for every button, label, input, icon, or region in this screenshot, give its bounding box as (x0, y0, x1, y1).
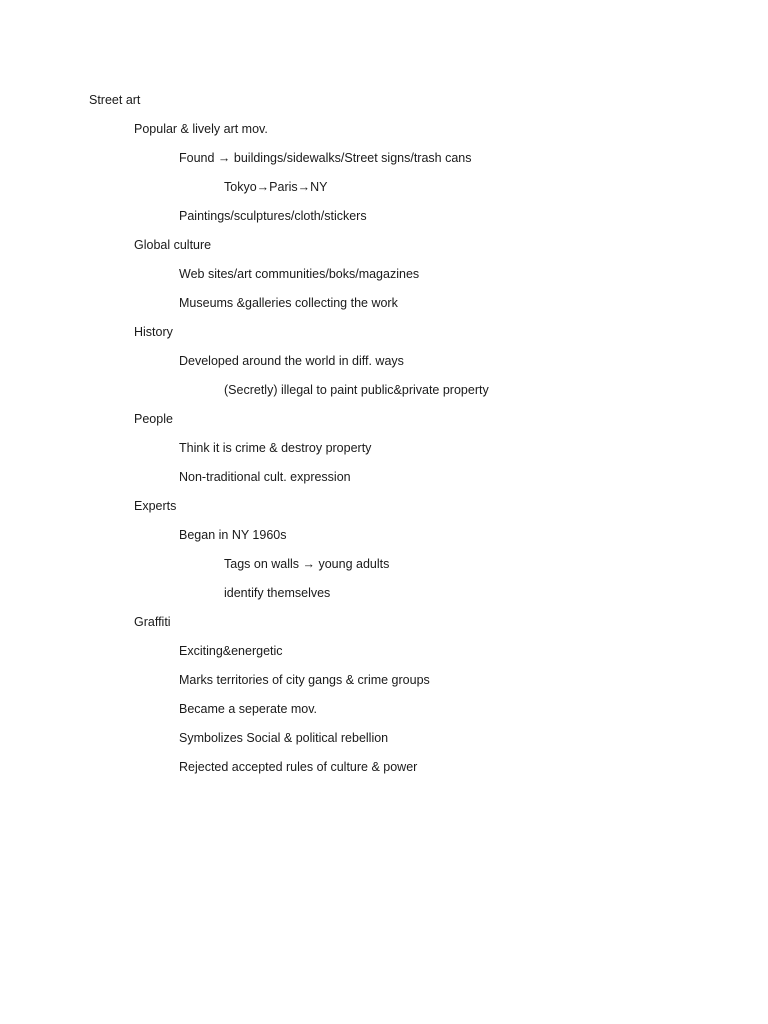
outline-line: Began in NY 1960s (179, 528, 287, 542)
outline-line: Graffiti (134, 615, 171, 629)
outline-line: Popular & lively art mov. (134, 122, 268, 136)
outline-line: Exciting&energetic (179, 644, 283, 658)
outline-line: Developed around the world in diff. ways (179, 354, 404, 368)
outline-line: Global culture (134, 238, 212, 252)
outline-line: Rejected accepted rules of culture & power (179, 760, 418, 774)
outline-line: Marks territories of city gangs & crime groups (179, 673, 430, 687)
outline-line: Tokyo→Paris→NY (224, 180, 328, 194)
outline-line: (Secretly) illegal to paint public&private property (224, 383, 489, 397)
outline-line: Paintings/sculptures/cloth/stickers (179, 209, 367, 223)
outline-line: Found → buildings/sidewalks/Street signs/trash cans (179, 151, 472, 165)
outline-line: Non-traditional cult. expression (179, 470, 351, 484)
outline-line: People (134, 412, 173, 426)
outline-line: Tags on walls → young adults (224, 557, 390, 571)
notes-outline (0, 88, 489, 784)
outline-line: History (134, 325, 173, 339)
outline-line: Symbolizes Social & political rebellion (179, 731, 389, 745)
outline-line: Experts (134, 499, 177, 513)
outline-line: Museums &galleries collecting the work (179, 296, 398, 310)
outline-line: Became a seperate mov. (179, 702, 318, 716)
outline-line: Street art (89, 93, 141, 107)
outline-line: Think it is crime & destroy property (179, 441, 372, 455)
outline-line: identify themselves (224, 586, 331, 600)
outline-line: Web sites/art communities/boks/magazines (179, 267, 420, 281)
